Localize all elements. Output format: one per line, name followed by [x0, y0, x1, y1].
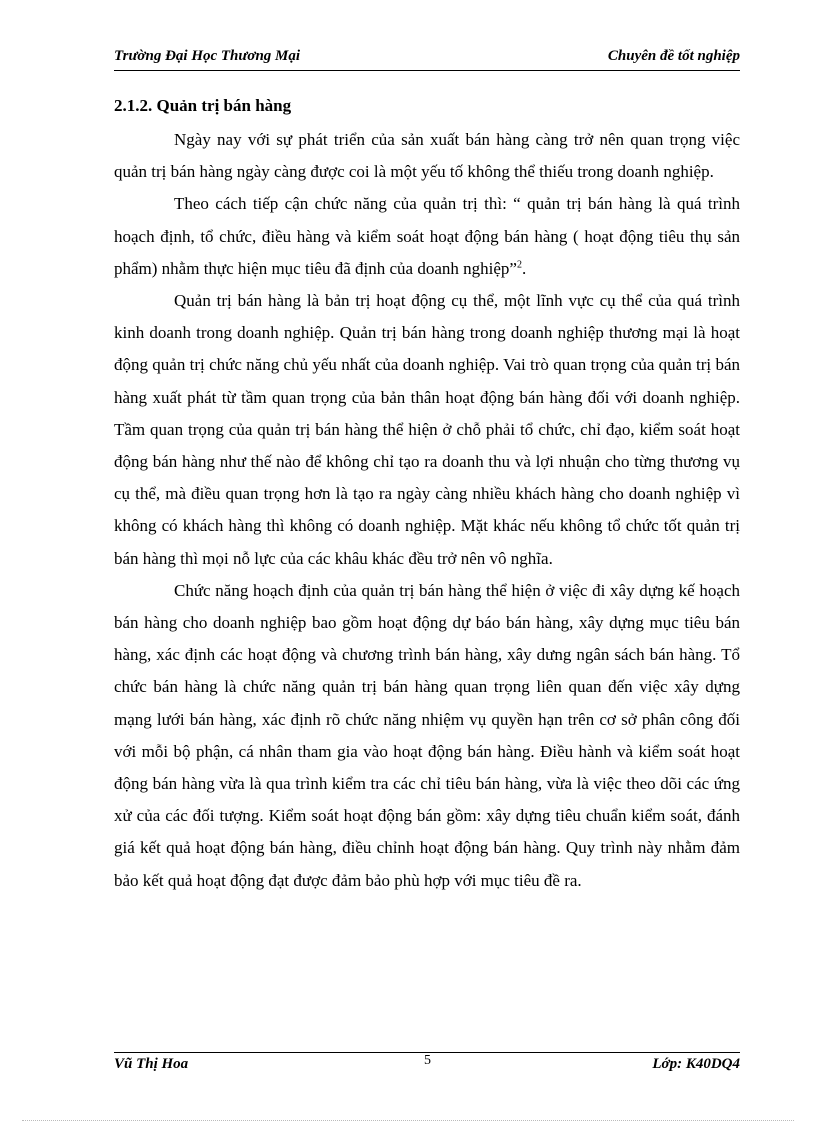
footer-class: Lớp: K40DQ4 — [652, 1056, 740, 1072]
footer-author: Vũ Thị Hoa — [114, 1056, 189, 1072]
paragraph-1: Ngày nay với sự phát triển của sản xuất bán hàng càng trở nên quan trọng việc quản trị bán hàng ngày càng được coi là một yếu tố không thể thiếu trong doanh nghiệp. — [114, 130, 740, 182]
body-content — [114, 94, 740, 897]
paragraph-4: Chức năng hoạch định của quản trị bán hàng thể hiện ở việc đi xây dựng kế hoạch bán hàng cho doanh nghiệp bao gồm hoạt động dự báo bán hàng, xây dựng mục tiêu bán hàng, xác định các hoạt động và chương trình bán hàng, xây dưng ngân sách bán hàng. Tổ chức bán hàng là chức năng quản trị bán hàng quan trọng liên quan đến việc xây dựng mạng lưới bán hàng, xác định rõ chức năng nhiệm vụ quyền hạn trên cơ sở phân công đối với mỗi bộ phận, cá nhân tham gia vào hoạt động bán hàng. Điều hành và kiểm soát hoạt động bán hàng vừa là qua trình kiểm tra các chỉ tiêu bán hàng, vừa là việc theo dõi các ứng xử của các đối tượng. Kiểm soát hoạt động bán gồm: xây dựng tiêu chuẩn kiểm soát, đánh giá kết quả hoạt động bán hàng, điều chỉnh hoạt động bán hàng. Quy trình này nhằm đảm bảo kết quả hoạt động đạt được đảm bảo phù hợp với mục tiêu đề ra. — [114, 580, 740, 890]
paragraph-2 — [114, 188, 740, 285]
paragraph-2-text: Theo cách tiếp cận chức năng của quản trị thì: “ quản trị bán hàng là quá trình hoạch định, tổ chức, điều hàng và kiểm soát hoạt động bán hàng ( hoạt động tiêu thụ sản phẩm) nhằm thực hiện mục tiêu đã định của doanh nghiệp” — [114, 194, 740, 278]
footnote-ref: 2 — [516, 259, 522, 271]
page-boundary-line — [22, 1120, 794, 1121]
page-header — [114, 48, 740, 70]
page-footer — [114, 1053, 740, 1078]
header-doc-type: Chuyên đề tốt nghiệp — [607, 48, 740, 64]
paragraph-3: Quản trị bán hàng là bản trị hoạt động cụ thể, một lĩnh vực cụ thể của quá trình kinh doanh trong doanh nghiệp. Quản trị bán hàng trong doanh nghiệp thương mại là hoạt động quản trị chức năng chủ yếu nhất của doanh nghiệp. Vai trò quan trọng của quản trị bán hàng xuất phát từ tầm quan trọng của bản thân hoạt động bán hàng đối với doanh nghiệp. Tầm quan trọng của quản trị bán hàng thể hiện ở chỗ phải tổ chức, chỉ đạo, kiểm soát hoạt động bán hàng như thế nào để không chỉ tạo ra doanh thu và lợi nhuận cho từng thương vụ cụ thể, mà điều quan trọng hơn là tạo ra ngày càng nhiều khách hàng cho doanh nghiệp vì không có khách hàng thì không có doanh nghiệp. Mặt khác nếu không tổ chức tốt quản trị bán hàng thì mọi nỗ lực của các khâu khác đều trở nên vô nghĩa. — [114, 291, 740, 568]
page-number: 5 — [424, 1053, 431, 1068]
paragraph-2-end: . — [521, 258, 527, 278]
header-rule — [114, 70, 740, 71]
section-heading: 2.1.2. Quản trị bán hàng — [114, 96, 292, 115]
header-school: Trường Đại Học Thương Mại — [114, 48, 301, 64]
